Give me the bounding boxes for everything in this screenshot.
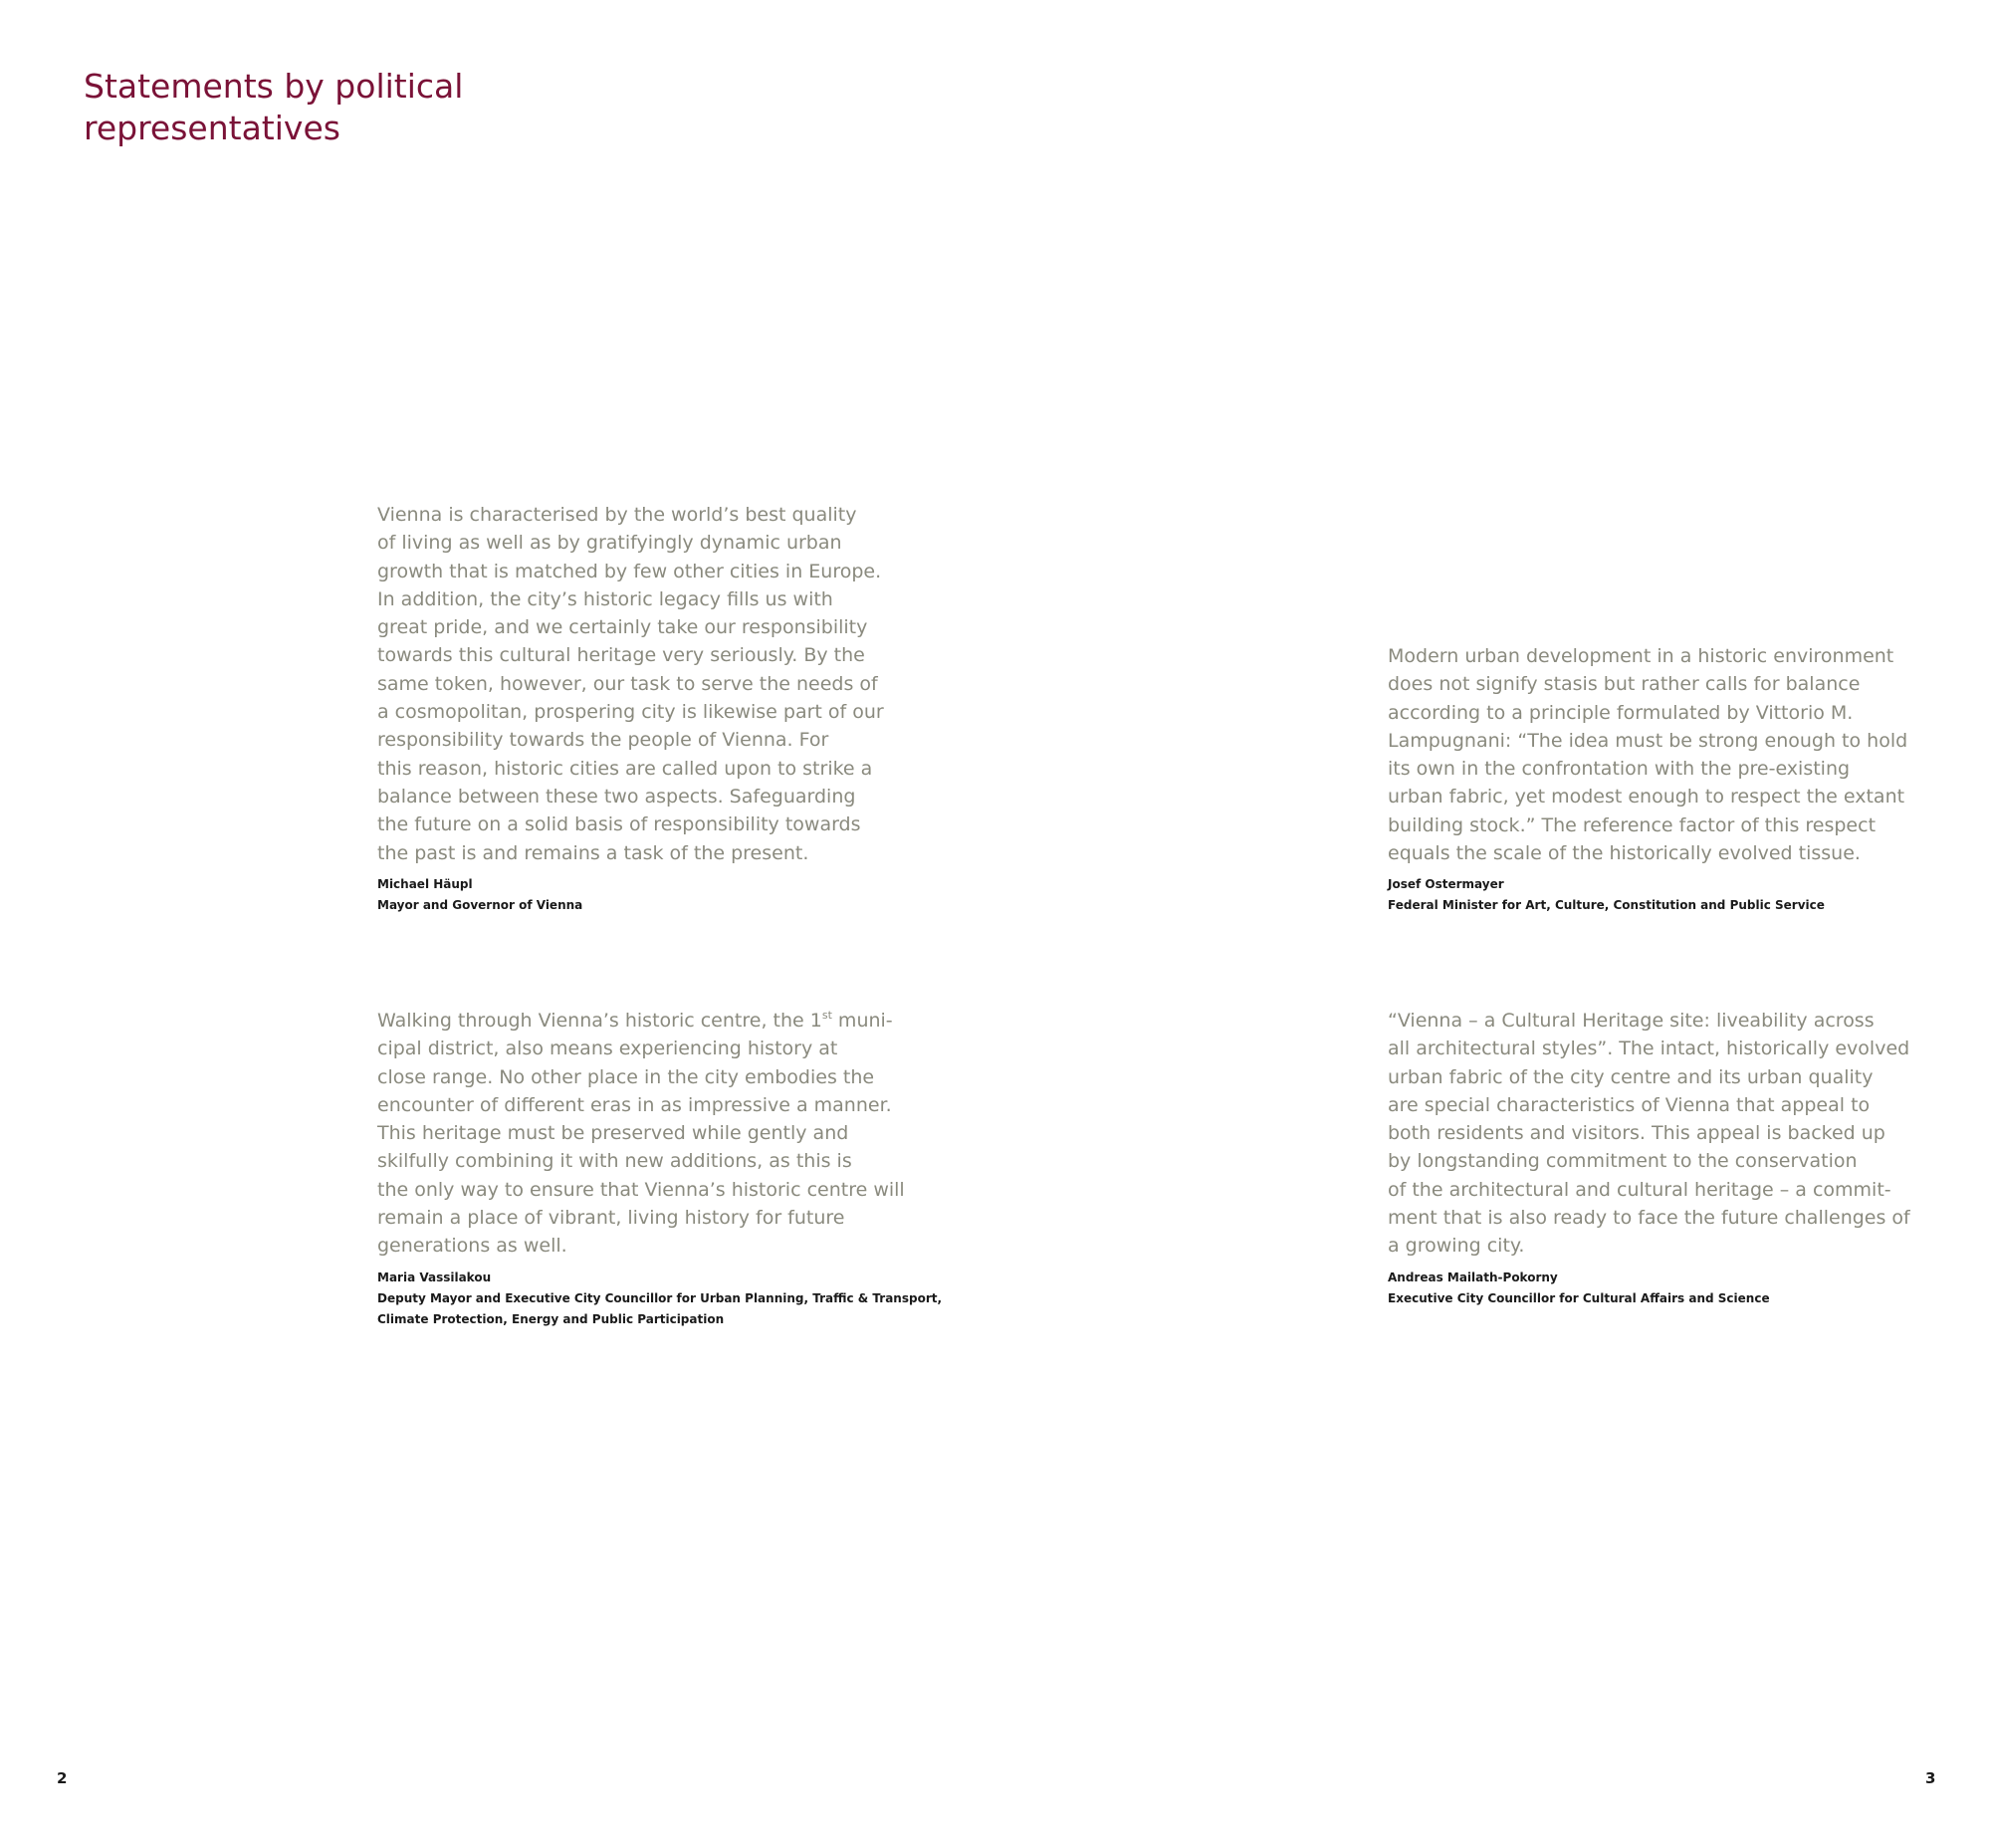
statement-text: Modern urban development in a historic environment does not signify stasis but rather calls for balance according to a principle formulated by Vittorio M. Lampugnani: “The idea must be strong enough to hold its own in the confrontation with the pre-existing urban fabric, yet modest enough to respect the extant building stock.” The reference factor of this respect equals the scale of the historically evolved tissue. <box>1388 645 1908 865</box>
statement-ostermayer <box>1388 642 1965 916</box>
statement-role: Mayor and Governor of Vienna <box>377 897 583 912</box>
page-title: Statements by political representatives <box>84 67 464 147</box>
statement-author: Maria Vassilakou <box>377 1270 492 1284</box>
statement-text-start: Walking through Vienna’s historic centre, the 1 <box>377 1010 822 1032</box>
statement-author: Andreas Mailath-Pokorny <box>1388 1270 1558 1284</box>
statement-author: Michael Häupl <box>377 876 473 891</box>
statement-role: Executive City Councillor for Cultural Affairs and Science <box>1388 1290 1770 1305</box>
ordinal-superscript: st <box>821 1009 832 1022</box>
statement-text <box>377 1007 955 1261</box>
statement-author: Josef Ostermayer <box>1388 877 1504 892</box>
page-number-left: 2 <box>57 1769 68 1787</box>
statement-vassilakou <box>377 1007 955 1330</box>
statement-mailath-pokorny <box>1388 1007 1965 1309</box>
page-number-right: 3 <box>1925 1769 1936 1787</box>
statement-role: Deputy Mayor and Executive City Councillor for Urban Planning, Traffic & Transport, Climate Protection, Energy and Public Participation <box>377 1290 943 1326</box>
statement-text-end: muni- cipal district, also means experiencing history at close range. No other place in the city embodies the encounter of different eras in as impressive a manner. This heritage must be preserved while gently and skilfully combining it with new additions, as this is the only way to ensure that Vienna’s historic centre will remain a place of vibrant, living history for future generations as well. <box>377 1010 905 1258</box>
statement-role: Federal Minister for Art, Culture, Constitution and Public Service <box>1388 898 1825 913</box>
statement-text: “Vienna – a Cultural Heritage site: liveability across all architectural styles”. The intact, historically evolved urban fabric of the city centre and its urban quality are special characteristics of Vienna that appeal to both residents and visitors. This appeal is backed up by longstanding commitment to the conservation of the architectural and cultural heritage – a commit- ment that is also ready to face the future challenges of a growing city. <box>1388 1010 1910 1258</box>
statement-haeupl <box>377 501 955 916</box>
statement-text: Vienna is characterised by the world’s best quality of living as well as by gratifyingly dynamic urban growth that is matched by few other cities in Europe. In addition, the city’s historic legacy fills us with great pride, and we certainly take our responsibility towards this cultural heritage very seriously. By the same token, however, our task to serve the needs of a cosmopolitan, prospering city is likewise part of our responsibility towards the people of Vienna. For this reason, historic cities are called upon to strike a balance between these two aspects. Safeguarding the future on a solid basis of responsibility towards the past is and remains a task of the present. <box>377 504 884 864</box>
